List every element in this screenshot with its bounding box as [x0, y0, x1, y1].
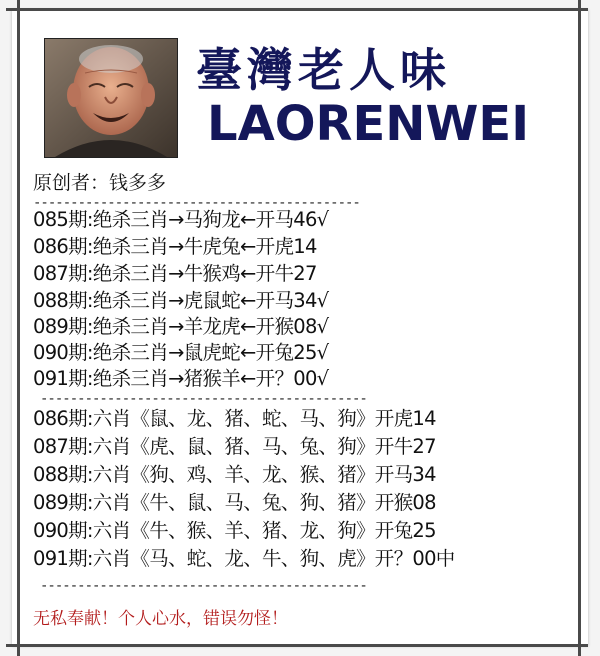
page-title-english: LAORENWEI: [207, 96, 530, 152]
six-zodiac-row: 086期:六肖《鼠、龙、猪、蛇、马、狗》开虎14: [33, 407, 436, 430]
prediction-row: 086期:绝杀三肖→牛虎兔←开虎14: [33, 235, 317, 258]
divider-line: --------------------------------------------: [33, 195, 360, 211]
prediction-row: 091期:绝杀三肖→猪猴羊←开？00√: [33, 367, 329, 390]
page-title-chinese: 臺灣老人味: [196, 43, 451, 97]
six-zodiac-row: 087期:六肖《虎、鼠、猪、马、兔、狗》开牛27: [33, 435, 436, 458]
six-zodiac-row: 090期:六肖《牛、猴、羊、猪、龙、狗》开兔25: [33, 519, 436, 542]
prediction-row: 085期:绝杀三肖→马狗龙←开马46√: [33, 208, 329, 231]
divider-line: --------------------------------------------: [40, 391, 367, 407]
author-label: 原创者：钱多多: [33, 172, 167, 194]
prediction-row: 089期:绝杀三肖→羊龙虎←开猴08√: [33, 315, 329, 338]
prediction-row: 087期:绝杀三肖→牛猴鸡←开牛27: [33, 262, 317, 285]
top-border-line: [6, 8, 588, 11]
bottom-border-line: [6, 644, 588, 647]
prediction-row: 090期:绝杀三肖→鼠虎蛇←开兔25√: [33, 341, 329, 364]
right-border-line: [578, 0, 581, 656]
six-zodiac-row: 088期:六肖《狗、鸡、羊、龙、猴、猪》开马34: [33, 463, 436, 486]
elderly-man-portrait: [44, 38, 178, 158]
footer-disclaimer: 无私奉献！个人心水，错误勿怪！: [33, 609, 288, 629]
six-zodiac-row: 089期:六肖《牛、鼠、马、兔、狗、猪》开猴08: [33, 491, 436, 514]
divider-line: --------------------------------------------: [40, 578, 367, 594]
left-border-line: [17, 0, 20, 656]
prediction-row: 088期:绝杀三肖→虎鼠蛇←开马34√: [33, 289, 329, 312]
six-zodiac-row: 091期:六肖《马、蛇、龙、牛、狗、虎》开？00中: [33, 547, 455, 570]
